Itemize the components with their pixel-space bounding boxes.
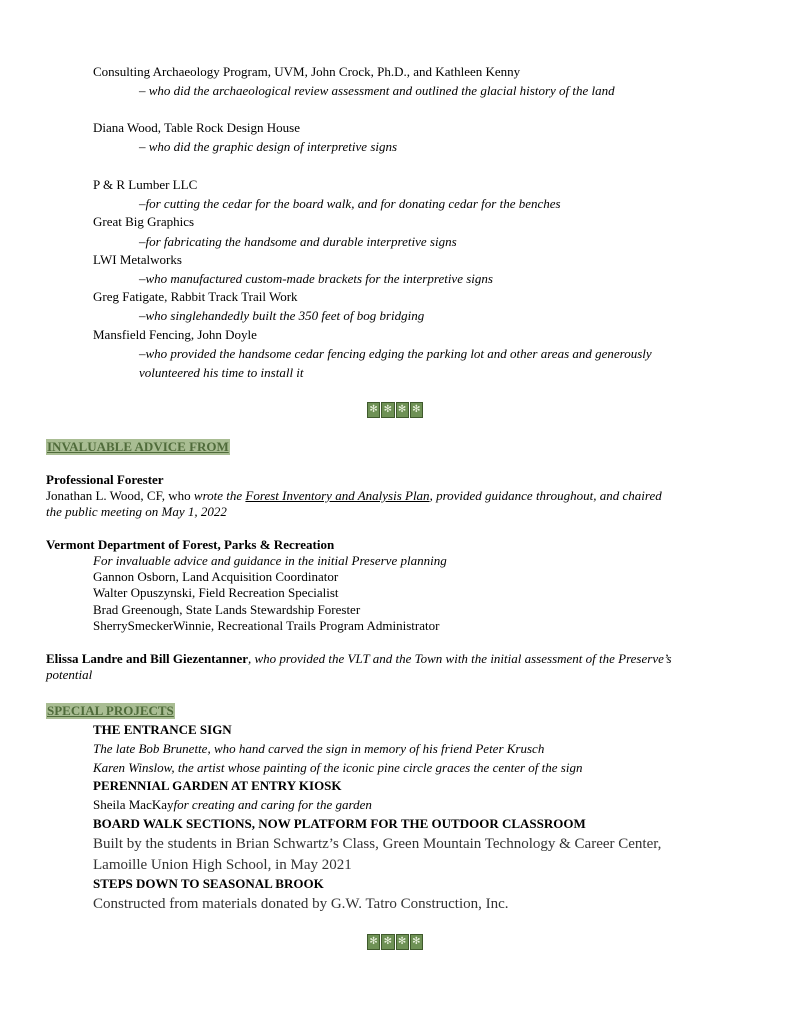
asterisk-ornament-icon: ✻: [381, 934, 394, 950]
forester-line-1: [46, 488, 662, 504]
entrance-sign-credit-2: Karen Winslow, the artist whose painting of the iconic pine circle graces the center of the sign: [93, 760, 583, 775]
garden-name: Sheila MacKay: [93, 797, 174, 812]
credit-name-lwi-metalworks: LWI Metalworks: [93, 252, 182, 267]
credit-desc-pr-lumber: –for cutting the cedar for the board walk, and for donating cedar for the benches: [139, 196, 561, 211]
credit-name-great-big-graphics: Great Big Graphics: [93, 214, 195, 229]
section-header-advice: INVALUABLE ADVICE FROM: [47, 439, 229, 454]
forest-plan-link[interactable]: Forest Inventory and Analysis Plan: [245, 488, 430, 503]
elissa-desc: , who provided the VLT and the Town with the initial assessment of the Preserve’s: [248, 651, 672, 666]
board-walk-credit-2: Lamoille Union High School, in May 2021: [93, 857, 352, 873]
credit-desc-diana-wood: – who did the graphic design of interpretive signs: [139, 139, 398, 154]
asterisk-ornament-icon: ✻: [367, 934, 380, 950]
entrance-sign-title: THE ENTRANCE SIGN: [93, 722, 232, 737]
asterisk-ornament-icon: ✻: [396, 934, 409, 950]
credit-desc-greg-fatigate: –who singlehandedly built the 350 feet of bog bridging: [139, 308, 425, 323]
asterisk-ornament-icon: ✻: [410, 402, 423, 418]
credit-desc-archaeology: – who did the archaeological review assessment and outlined the glacial history of the land: [139, 83, 615, 98]
board-walk-credit-1: Built by the students in Brian Schwartz’s Class, Green Mountain Technology & Career Center,: [93, 836, 662, 852]
steps-credit: Constructed from materials donated by G.W. Tatro Construction, Inc.: [93, 896, 509, 912]
credit-name-greg-fatigate: Greg Fatigate, Rabbit Track Trail Work: [93, 289, 298, 304]
entrance-sign-credit-1: The late Bob Brunette, who hand carved the sign in memory of his friend Peter Krusch: [93, 741, 545, 756]
section-header-projects: SPECIAL PROJECTS: [47, 703, 174, 718]
forester-title: Professional Forester: [46, 472, 164, 487]
credit-desc-great-big-graphics: –for fabricating the handsome and durable interpretive signs: [139, 234, 457, 249]
section-divider-ornament: [367, 934, 424, 950]
section-divider-ornament: [367, 402, 424, 418]
garden-title: PERENNIAL GARDEN AT ENTRY KIOSK: [93, 778, 342, 793]
credit-desc-lwi-metalworks: –who manufactured custom-made brackets for the interpretive signs: [139, 271, 493, 286]
asterisk-ornament-icon: ✻: [396, 402, 409, 418]
garden-desc: for creating and caring for the garden: [173, 797, 372, 812]
elissa-line-1: [46, 651, 672, 667]
vt-dept-title: Vermont Department of Forest, Parks & Recreation: [46, 537, 335, 552]
vt-person: Gannon Osborn, Land Acquisition Coordinator: [93, 569, 339, 584]
asterisk-ornament-icon: ✻: [381, 402, 394, 418]
credit-name-pr-lumber: P & R Lumber LLC: [93, 177, 198, 192]
credit-name-archaeology: Consulting Archaeology Program, UVM, John Crock, Ph.D., and Kathleen Kenny: [93, 64, 521, 79]
forester-text-italic-2: , provided guidance throughout, and chaired: [429, 488, 662, 503]
vt-person: SherrySmeckerWinnie, Recreational Trails Program Administrator: [93, 618, 440, 633]
credit-desc-mansfield-fencing-1: –who provided the handsome cedar fencing edging the parking lot and other areas and generously: [139, 346, 652, 361]
elissa-line-2: potential: [46, 667, 93, 682]
credit-name-diana-wood: Diana Wood, Table Rock Design House: [93, 120, 300, 135]
board-walk-title: BOARD WALK SECTIONS, NOW PLATFORM FOR THE OUTDOOR CLASSROOM: [93, 816, 586, 831]
asterisk-ornament-icon: ✻: [410, 934, 423, 950]
elissa-names: Elissa Landre and Bill Giezentanner: [46, 651, 249, 666]
vt-person: Brad Greenough, State Lands Stewardship Forester: [93, 602, 361, 617]
forester-text-italic: wrote the: [193, 488, 246, 503]
asterisk-ornament-icon: ✻: [367, 402, 380, 418]
steps-title: STEPS DOWN TO SEASONAL BROOK: [93, 876, 324, 891]
vt-person: Walter Opuszynski, Field Recreation Specialist: [93, 585, 339, 600]
vt-dept-intro: For invaluable advice and guidance in the initial Preserve planning: [93, 553, 447, 568]
forester-line-2: the public meeting on May 1, 2022: [46, 504, 227, 519]
credit-name-mansfield-fencing: Mansfield Fencing, John Doyle: [93, 327, 257, 342]
garden-credit: [93, 797, 372, 813]
forester-text: Jonathan L. Wood, CF, who: [46, 488, 194, 503]
credit-desc-mansfield-fencing-2: volunteered his time to install it: [139, 365, 304, 380]
